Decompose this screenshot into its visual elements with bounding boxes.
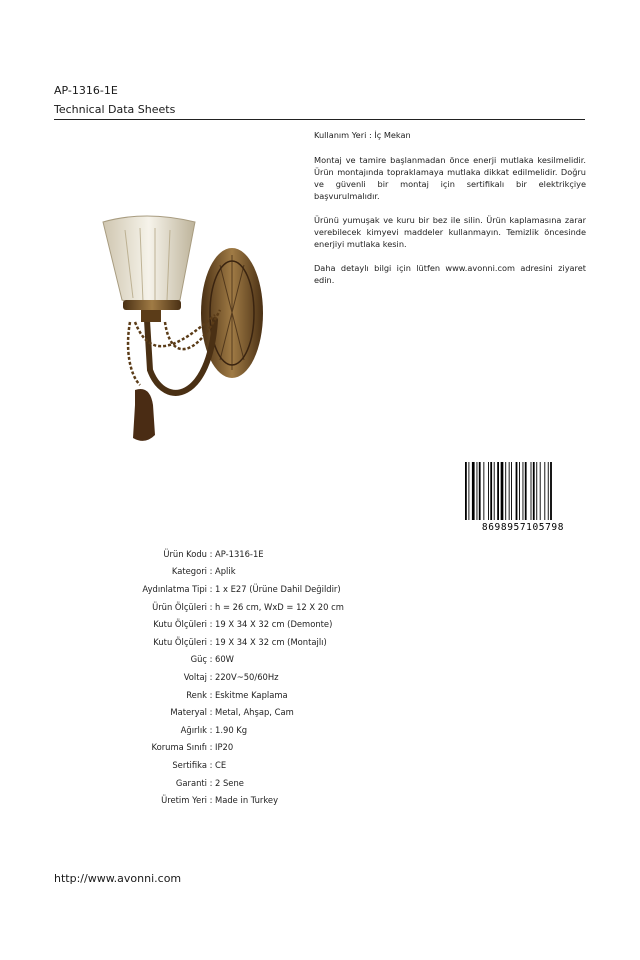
spec-value: Metal, Ahşap, Cam bbox=[215, 707, 294, 718]
barcode-bar bbox=[505, 462, 506, 520]
header-divider bbox=[54, 119, 585, 120]
spec-row bbox=[90, 703, 344, 721]
barcode-bar bbox=[531, 462, 532, 520]
spec-separator: : bbox=[209, 759, 213, 770]
spec-label: Kutu Ölçüleri bbox=[153, 636, 207, 647]
spec-row bbox=[90, 721, 344, 739]
barcode-bar bbox=[540, 462, 541, 520]
page-header bbox=[54, 84, 585, 116]
spec-label: Garanti bbox=[175, 777, 207, 788]
spec-label: Materyal bbox=[170, 707, 207, 718]
spec-separator: : bbox=[209, 707, 213, 718]
footer-website-link[interactable]: http://www.avonni.com bbox=[54, 872, 182, 885]
info-panel bbox=[314, 129, 586, 298]
spec-value: CE bbox=[215, 759, 227, 770]
spec-value: 220V~50/60Hz bbox=[215, 671, 279, 682]
barcode-bar bbox=[465, 462, 467, 520]
spec-value: 19 X 34 X 32 cm (Demonte) bbox=[215, 619, 333, 630]
spec-value: Eskitme Kaplama bbox=[215, 689, 288, 700]
barcode-bar bbox=[544, 462, 545, 520]
barcode-bar bbox=[494, 462, 495, 520]
spec-row bbox=[90, 668, 344, 686]
spec-label: Renk bbox=[186, 689, 207, 700]
spec-separator: : bbox=[209, 742, 213, 753]
barcode-bar bbox=[523, 462, 524, 520]
spec-separator: : bbox=[209, 689, 213, 700]
spec-row bbox=[90, 580, 344, 598]
usage-location: Kullanım Yeri : İç Mekan bbox=[314, 130, 411, 140]
spec-label: Aydınlatma Tipi bbox=[142, 583, 207, 594]
spec-label: Ürün Ölçüleri bbox=[152, 601, 207, 612]
spec-row bbox=[90, 615, 344, 633]
spec-separator: : bbox=[209, 583, 213, 594]
spec-separator: : bbox=[209, 777, 213, 788]
spec-separator: : bbox=[209, 566, 213, 577]
spec-value: IP20 bbox=[215, 742, 234, 753]
barcode-bar bbox=[472, 462, 475, 520]
spec-separator: : bbox=[209, 601, 213, 612]
spec-value: 2 Sene bbox=[215, 777, 244, 788]
spec-row bbox=[90, 686, 344, 704]
spec-value: 19 X 34 X 32 cm (Montajlı) bbox=[215, 636, 327, 647]
spec-separator: : bbox=[209, 619, 213, 630]
spec-row bbox=[90, 756, 344, 774]
spec-row bbox=[90, 651, 344, 669]
barcode-bar bbox=[497, 462, 499, 520]
spec-row bbox=[90, 791, 344, 809]
barcode-bar bbox=[468, 462, 469, 520]
spec-label: Kutu Ölçüleri bbox=[153, 619, 207, 630]
spec-value: 1 x E27 (Ürüne Dahil Değildir) bbox=[215, 583, 341, 594]
barcode-bar bbox=[550, 462, 552, 520]
spec-value: Made in Turkey bbox=[215, 795, 279, 806]
spec-value: 60W bbox=[215, 654, 234, 665]
specifications-table bbox=[90, 545, 344, 809]
barcode-bar bbox=[490, 462, 492, 520]
spec-row bbox=[90, 633, 344, 651]
spec-label: Kategori bbox=[171, 566, 207, 577]
spec-label: Koruma Sınıfı bbox=[151, 742, 207, 753]
spec-label: Güç bbox=[190, 654, 207, 665]
spec-row bbox=[90, 563, 344, 581]
barcode-bar bbox=[516, 462, 518, 520]
spec-separator: : bbox=[209, 671, 213, 682]
barcode-bar bbox=[488, 462, 489, 520]
spec-label: Ürün Kodu bbox=[163, 548, 207, 559]
barcode-bar bbox=[511, 462, 512, 520]
barcode-bar bbox=[509, 462, 510, 520]
wall-lamp-product-image bbox=[95, 210, 270, 450]
spec-separator: : bbox=[209, 795, 213, 806]
spec-value: Aplik bbox=[215, 566, 236, 577]
barcode-bar bbox=[477, 462, 478, 520]
spec-label: Sertifika bbox=[172, 759, 207, 770]
spec-separator: : bbox=[209, 654, 213, 665]
spec-value: 1.90 Kg bbox=[215, 724, 248, 735]
spec-value: h = 26 cm, WxD = 12 X 20 cm bbox=[215, 601, 344, 612]
spec-separator: : bbox=[209, 636, 213, 647]
barcode bbox=[462, 460, 584, 532]
barcode-bar bbox=[519, 462, 520, 520]
barcode-bar bbox=[536, 462, 537, 520]
spec-label: Ağırlık bbox=[180, 724, 207, 735]
barcode-bar bbox=[533, 462, 535, 520]
spec-row bbox=[90, 545, 344, 563]
installation-note: Montaj ve tamire başlanmadan önce enerji mutlaka kesilmelidir. Ürün montajında topraklamaya mutlaka dikkat edilmelidir. Doğru ve güvenli bir montaj için sertifikalı bir elektrikçiye başvurulmalıdır. bbox=[314, 155, 586, 201]
barcode-number: 8698957105798 bbox=[481, 522, 565, 532]
barcode-bar bbox=[479, 462, 481, 520]
spec-row bbox=[90, 774, 344, 792]
spec-row bbox=[90, 739, 344, 757]
barcode-bar bbox=[548, 462, 549, 520]
cleaning-note: Ürünü yumuşak ve kuru bir bez ile silin. Ürün kaplamasına zarar verebilecek kimyevi maddeler kullanmayın. Temizlik öncesinde enerjiyi mutlaka kesin. bbox=[314, 215, 586, 249]
spec-separator: : bbox=[209, 724, 213, 735]
document-subtitle: Technical Data Sheets bbox=[54, 103, 176, 116]
barcode-bar bbox=[483, 462, 484, 520]
spec-row bbox=[90, 598, 344, 616]
spec-value: AP-1316-1E bbox=[215, 548, 264, 559]
barcode-bar bbox=[501, 462, 504, 520]
spec-label: Voltaj bbox=[183, 671, 207, 682]
website-note: Daha detaylı bilgi için lütfen www.avonni.com adresini ziyaret edin. bbox=[314, 263, 586, 285]
spec-label: Üretim Yeri bbox=[161, 795, 207, 806]
barcode-bar bbox=[525, 462, 527, 520]
spec-separator: : bbox=[209, 548, 213, 559]
product-code-title: AP-1316-1E bbox=[54, 84, 118, 97]
